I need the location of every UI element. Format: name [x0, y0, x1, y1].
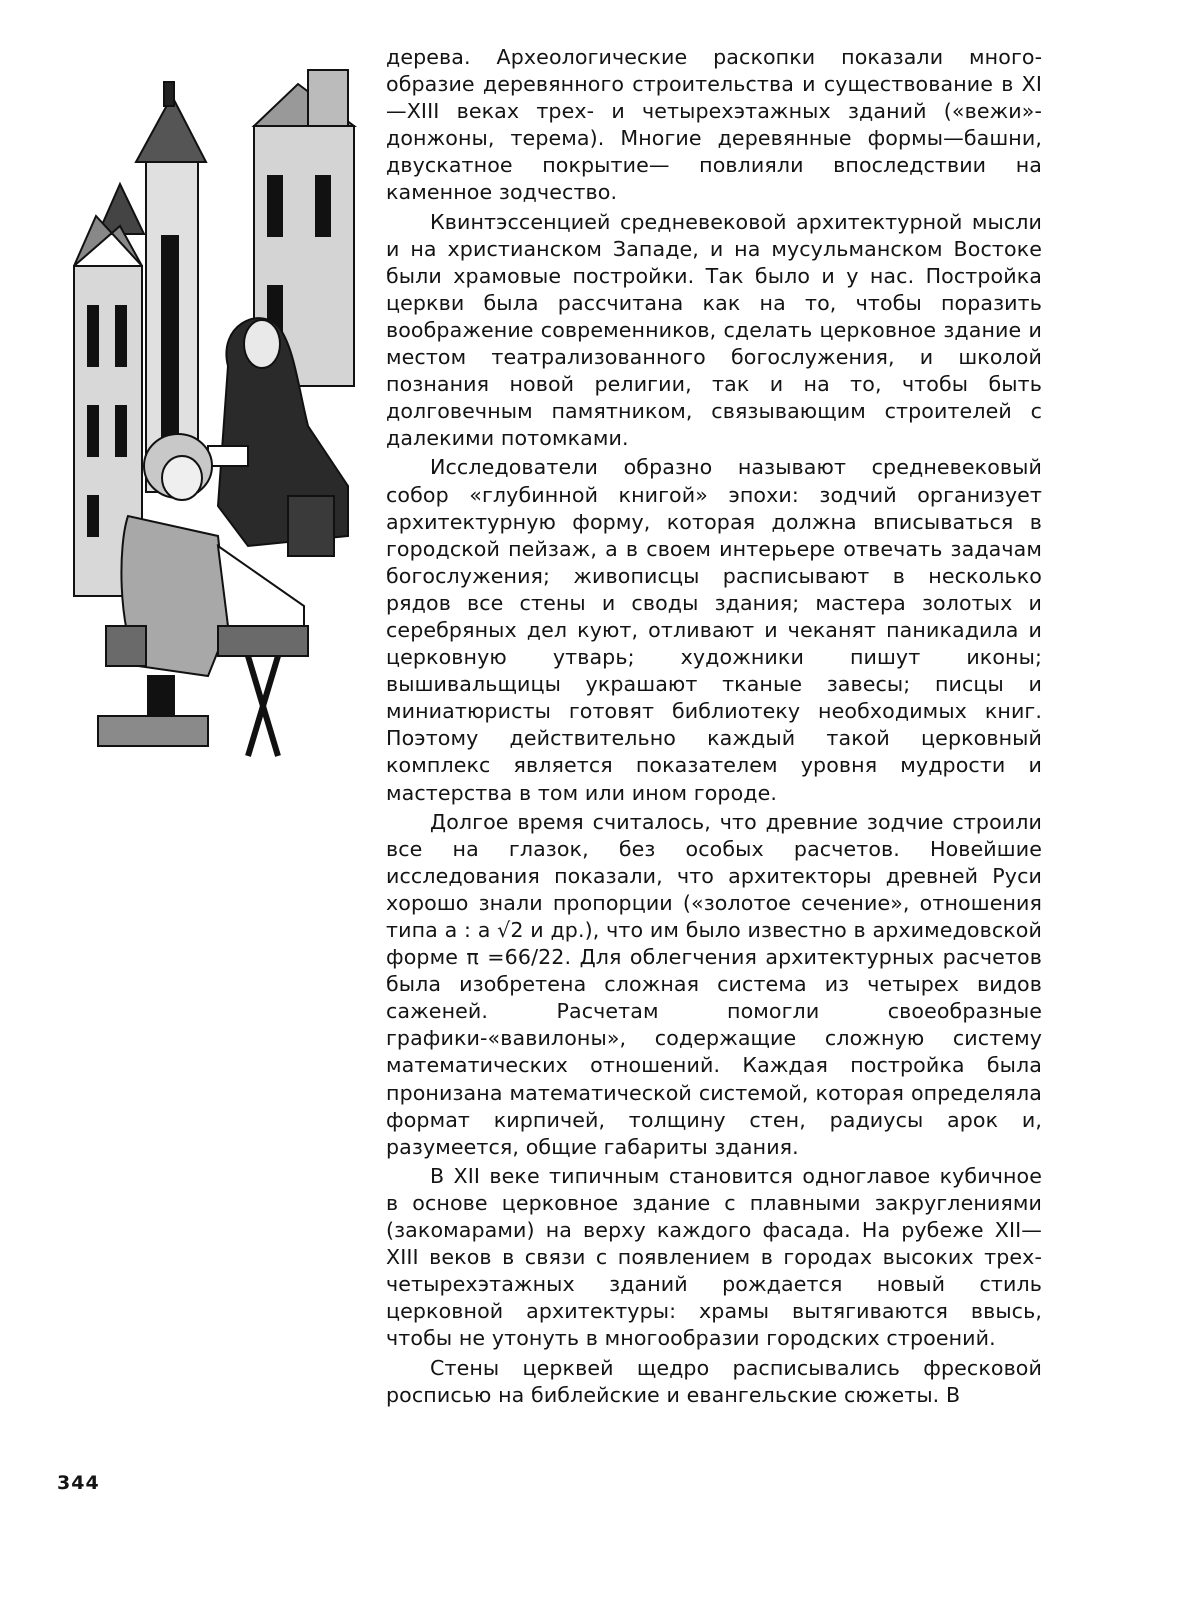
- paragraph: дерева. Археологические раскопки показали многообразие деревянного строительства и существование в XI—XIII веках трех- и четырехэтажных зданий («вежи»-донжоны, терема). Многие деревянные формы—башни, двускатное покрытие— повлияли впоследствии на каменное зодчество.: [386, 45, 1042, 205]
- paragraph: Стены церквей щедро расписывались фресковой росписью на библейские и евангельские сюжеты. В: [386, 1355, 1042, 1407]
- paragraph: Квинтэссенцией средневековой архитектурной мысли и на христианском Западе, и на мусульманском Востоке были храмовые постройки. Так было и у нас. Постройка церкви была рассчитана как на то, чтобы поразить воображение современников, сделать церковное здание и местом театрализованного богослужения, и школой познания новой религии, так и на то, чтобы быть долговечным памятником, связывающим строителей с далекими потомками.: [386, 209, 1042, 451]
- page-number: 344: [57, 1472, 100, 1494]
- paragraph: В XII веке типичным становится одноглавое кубичное в основе церковное здание с плавными закруглениями (закомарами) на верху каждого фасада. На рубеже XII—XIII веков в связи с появлением в городах высоких трех-четырехэтажных зданий рождается новый стиль церковной архитектуры: храмы вытягиваются ввысь, чтобы не утонуть в многообразии городских строений.: [386, 1163, 1042, 1351]
- paragraph: Исследователи образно называют средневековый собор «глубинной книгой» эпохи: зодчий организует архитектурную форму, которая должна вписываться в городской пейзаж, а в своем интерьере отвечать задачам богослужения; живописцы расписывают в несколько рядов все стены и своды здания; мастера золотых и серебряных дел куют, отливают и чеканят паникадила и церковную утварь; художники пишут иконы; вышивальщицы украшают тканые завесы; писцы и миниатюристы готовят библиотеку необходимых книг. Поэтому действительно каждый такой церковный комплекс является показателем уровня мудрости и мастерства в том или ином городе.: [386, 455, 1042, 805]
- article-text: [386, 44, 1042, 1409]
- medieval-scribes-illustration: [58, 66, 360, 770]
- paragraph: Долгое время считалось, что древние зодчие строили все на глазок, без особых расчетов. Новейшие исследования показали, что архитекторы древней Руси хорошо знали пропорции («золотое сечение», отношения типа а : а √2 и др.), что им было известно в архимедовской форме π =66/22. Для облегчения архитектурных расчетов была изобретена сложная система из четырех видов саженей. Расчетам помогли своеобразные графики-«вавилоны», содержащие сложную систему математических отношений. Каждая постройка была пронизана математической системой, которая определяла формат кирпичей, толщину стен, радиусы арок и, разумеется, общие габариты здания.: [386, 809, 1042, 1159]
